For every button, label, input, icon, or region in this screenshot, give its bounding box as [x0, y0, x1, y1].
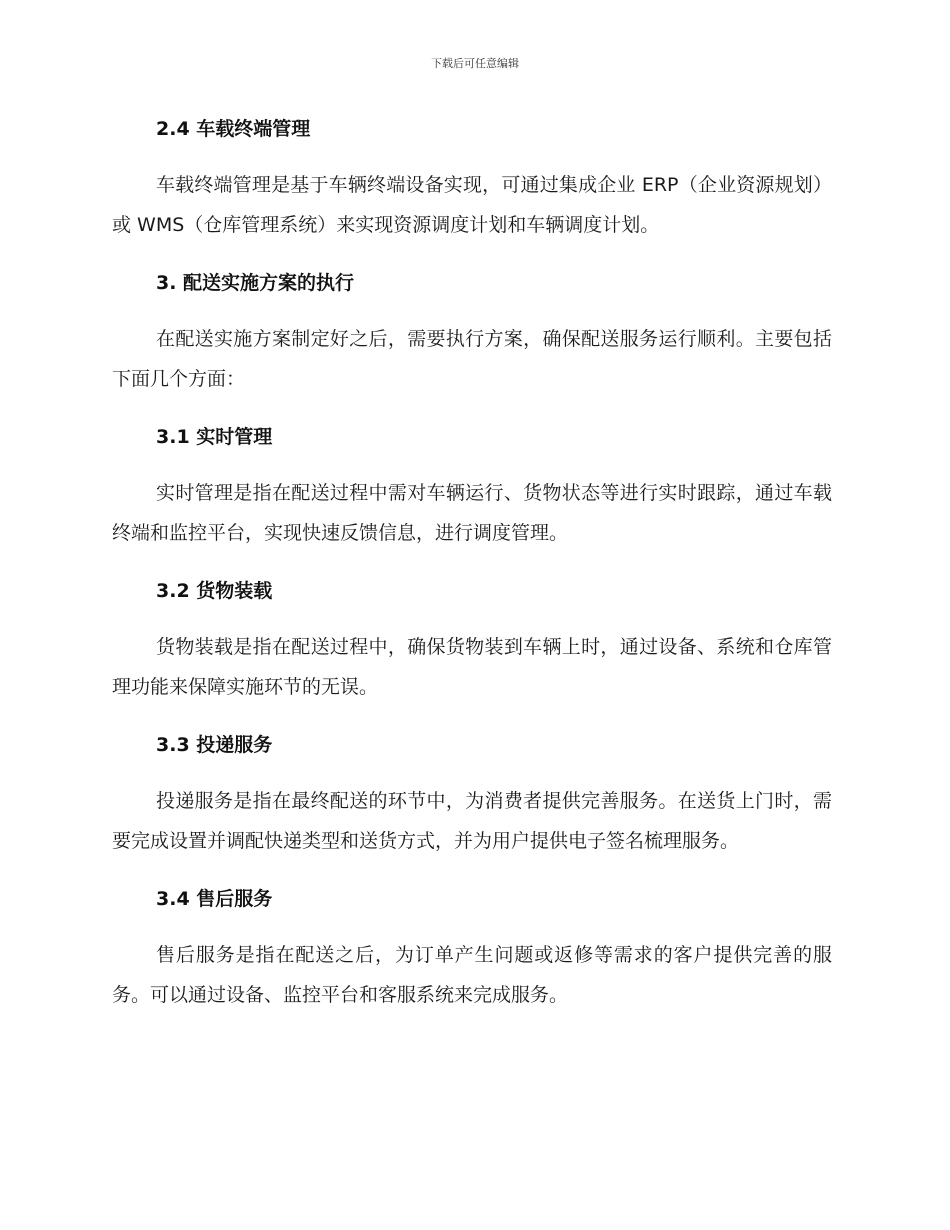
- section-heading: 3. 配送实施方案的执行: [156, 272, 355, 294]
- header-note: 下载后可任意编辑: [431, 57, 519, 70]
- section-heading: 3.1 实时管理: [156, 426, 273, 448]
- document-body: [112, 113, 832, 1015]
- section-paragraph: 车载终端管理是基于车辆终端设备实现，可通过集成企业 ERP（企业资源规划）或 WMS（仓库管理系统）来实现资源调度计划和车辆调度计划。: [112, 174, 832, 236]
- section-paragraph: 在配送实施方案制定好之后，需要执行方案，确保配送服务运行顺利。主要包括下面几个方面：: [112, 328, 832, 390]
- section-heading: 2.4 车载终端管理: [156, 118, 311, 140]
- section-heading: 3.4 售后服务: [156, 888, 273, 910]
- section-paragraph: 实时管理是指在配送过程中需对车辆运行、货物状态等进行实时跟踪，通过车载终端和监控平台，实现快速反馈信息，进行调度管理。: [112, 482, 832, 544]
- section-paragraph: 投递服务是指在最终配送的环节中，为消费者提供完善服务。在送货上门时，需要完成设置并调配快递类型和送货方式，并为用户提供电子签名梳理服务。: [112, 790, 832, 852]
- section-heading: 3.2 货物装载: [156, 580, 273, 602]
- section-heading: 3.3 投递服务: [156, 734, 273, 756]
- section-paragraph: 售后服务是指在配送之后，为订单产生问题或返修等需求的客户提供完善的服务。可以通过设备、监控平台和客服系统来完成服务。: [112, 944, 832, 1006]
- section-paragraph: 货物装载是指在配送过程中，确保货物装到车辆上时，通过设备、系统和仓库管理功能来保障实施环节的无误。: [112, 636, 832, 698]
